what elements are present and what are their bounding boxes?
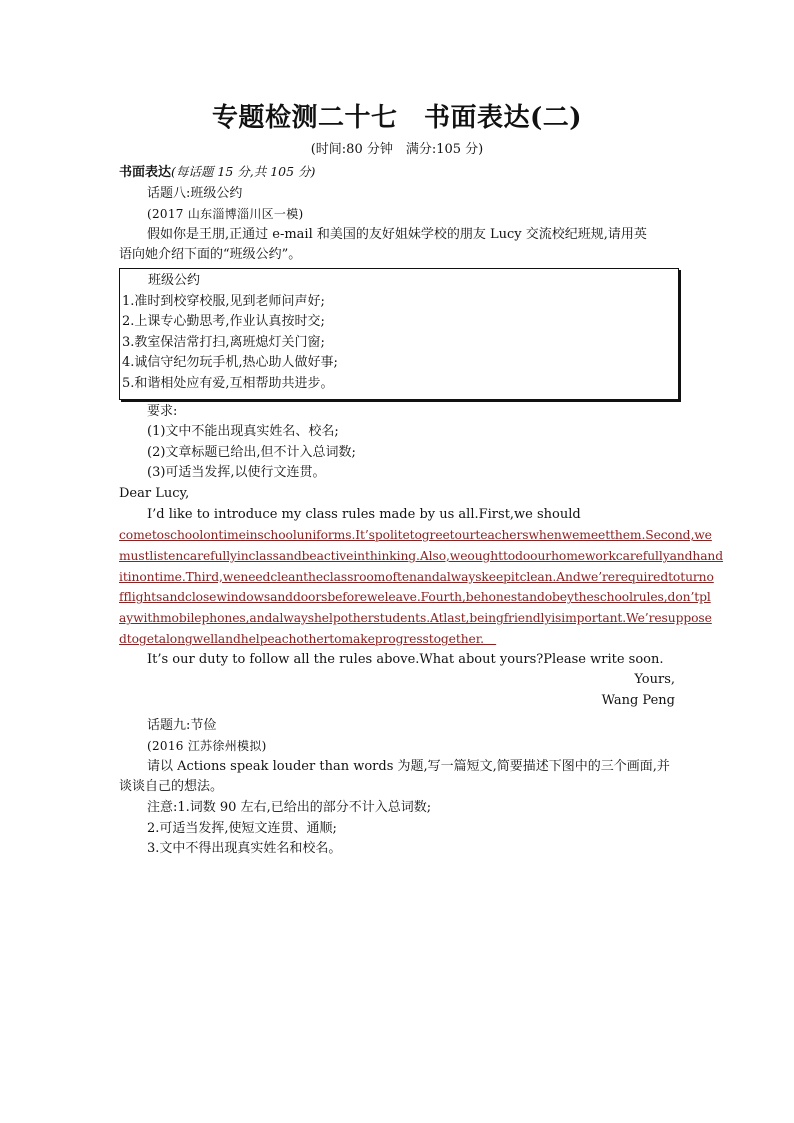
answer-line: aywithmobilephones,andalwayshelpotherstudents.Atlast,beingfriendlyisimportant.We’resuppose bbox=[119, 611, 712, 626]
topic8-heading: 话题八:班级公约 bbox=[147, 185, 243, 201]
letter-opening: I’d like to introduce my class rules made by us all.First,we should bbox=[147, 506, 581, 522]
topic8-prompt-line2: 语向她介绍下面的“班级公约”。 bbox=[119, 247, 302, 263]
topic9-heading: 话题九:节俭 bbox=[147, 717, 217, 733]
class-rule-item: 4.诚信守纪勿玩手机,热心助人做好事; bbox=[122, 355, 338, 371]
letter-signature: Wang Peng bbox=[601, 693, 675, 709]
class-rules-title: 班级公约 bbox=[148, 272, 201, 288]
topic8-source: (2017 山东淄博淄川区一模) bbox=[147, 207, 304, 222]
requirements-label: 要求: bbox=[147, 403, 178, 419]
page-title: 专题检测二十七 书面表达(二) bbox=[211, 103, 583, 133]
topic8-prompt-line1: 假如你是王朋,正通过 e-mail 和美国的友好姐妹学校的朋友 Lucy 交流校纪班规,请用英 bbox=[147, 226, 647, 242]
answer-line: dtogetalongwellandhelpeachothertomakeprogresstogether. bbox=[119, 632, 497, 647]
section-label: 书面表达 bbox=[119, 165, 172, 180]
answer-line: fflightsandclosewindowsanddoorsbeforeweleave.Fourth,behonestandobeytheschoolrules,don’tpl bbox=[119, 590, 711, 605]
topic9-source: (2016 江苏徐州模拟) bbox=[147, 739, 267, 754]
answer-line: cometoschoolontimeinschooluniforms.It’spolitetogreetourteacherswhenwemeetthem.Second,we bbox=[119, 528, 712, 543]
section-note: (每话题 15 分,共 105 分) bbox=[171, 164, 316, 179]
topic9-note: 注意:1.词数 90 左右,已给出的部分不计入总词数; bbox=[147, 800, 432, 816]
answer-line: itinontime.Third,weneedcleantheclassroomoftenandalwayskeepitclean.Andwe’rerequiredtoturno bbox=[119, 569, 714, 584]
section-heading bbox=[119, 162, 675, 184]
topic9-note: 2.可适当发挥,使短文连贯、通顺; bbox=[147, 820, 337, 836]
requirement-item: (3)可适当发挥,以使行文连贯。 bbox=[147, 465, 326, 481]
class-rule-item: 1.准时到校穿校服,见到老师问声好; bbox=[122, 293, 325, 309]
letter-greeting: Dear Lucy, bbox=[119, 485, 190, 501]
requirement-item: (2)文章标题已给出,但不计入总词数; bbox=[147, 444, 356, 460]
class-rule-item: 2.上课专心勤思考,作业认真按时交; bbox=[122, 314, 325, 330]
answer-line: mustlistencarefullyinclassandbeactiveinthinking.Also,weoughttodoourhomeworkcarefullyandhand bbox=[119, 548, 724, 563]
class-rule-item: 3.教室保洁常打扫,离班熄灯关门窗; bbox=[122, 334, 325, 350]
topic9-prompt: 请以 Actions speak louder than words 为题,写一篇短文,简要描述下图中的三个画面,并谈谈自己的想法。 bbox=[119, 758, 670, 795]
requirement-item: (1)文中不能出现真实姓名、校名; bbox=[147, 424, 339, 440]
class-rule-item: 5.和谐相处应有爱,互相帮助共进步。 bbox=[122, 375, 334, 391]
letter-closing: It’s our duty to follow all the rules above.What about yours?Please write soon. bbox=[147, 651, 664, 667]
exam-time-score: (时间:80 分钟 满分:105 分) bbox=[310, 142, 484, 157]
letter-signoff: Yours, bbox=[634, 672, 675, 688]
topic9-note: 3.文中不得出现真实姓名和校名。 bbox=[147, 841, 342, 857]
document-page bbox=[119, 96, 724, 860]
class-rules-box bbox=[119, 268, 679, 400]
